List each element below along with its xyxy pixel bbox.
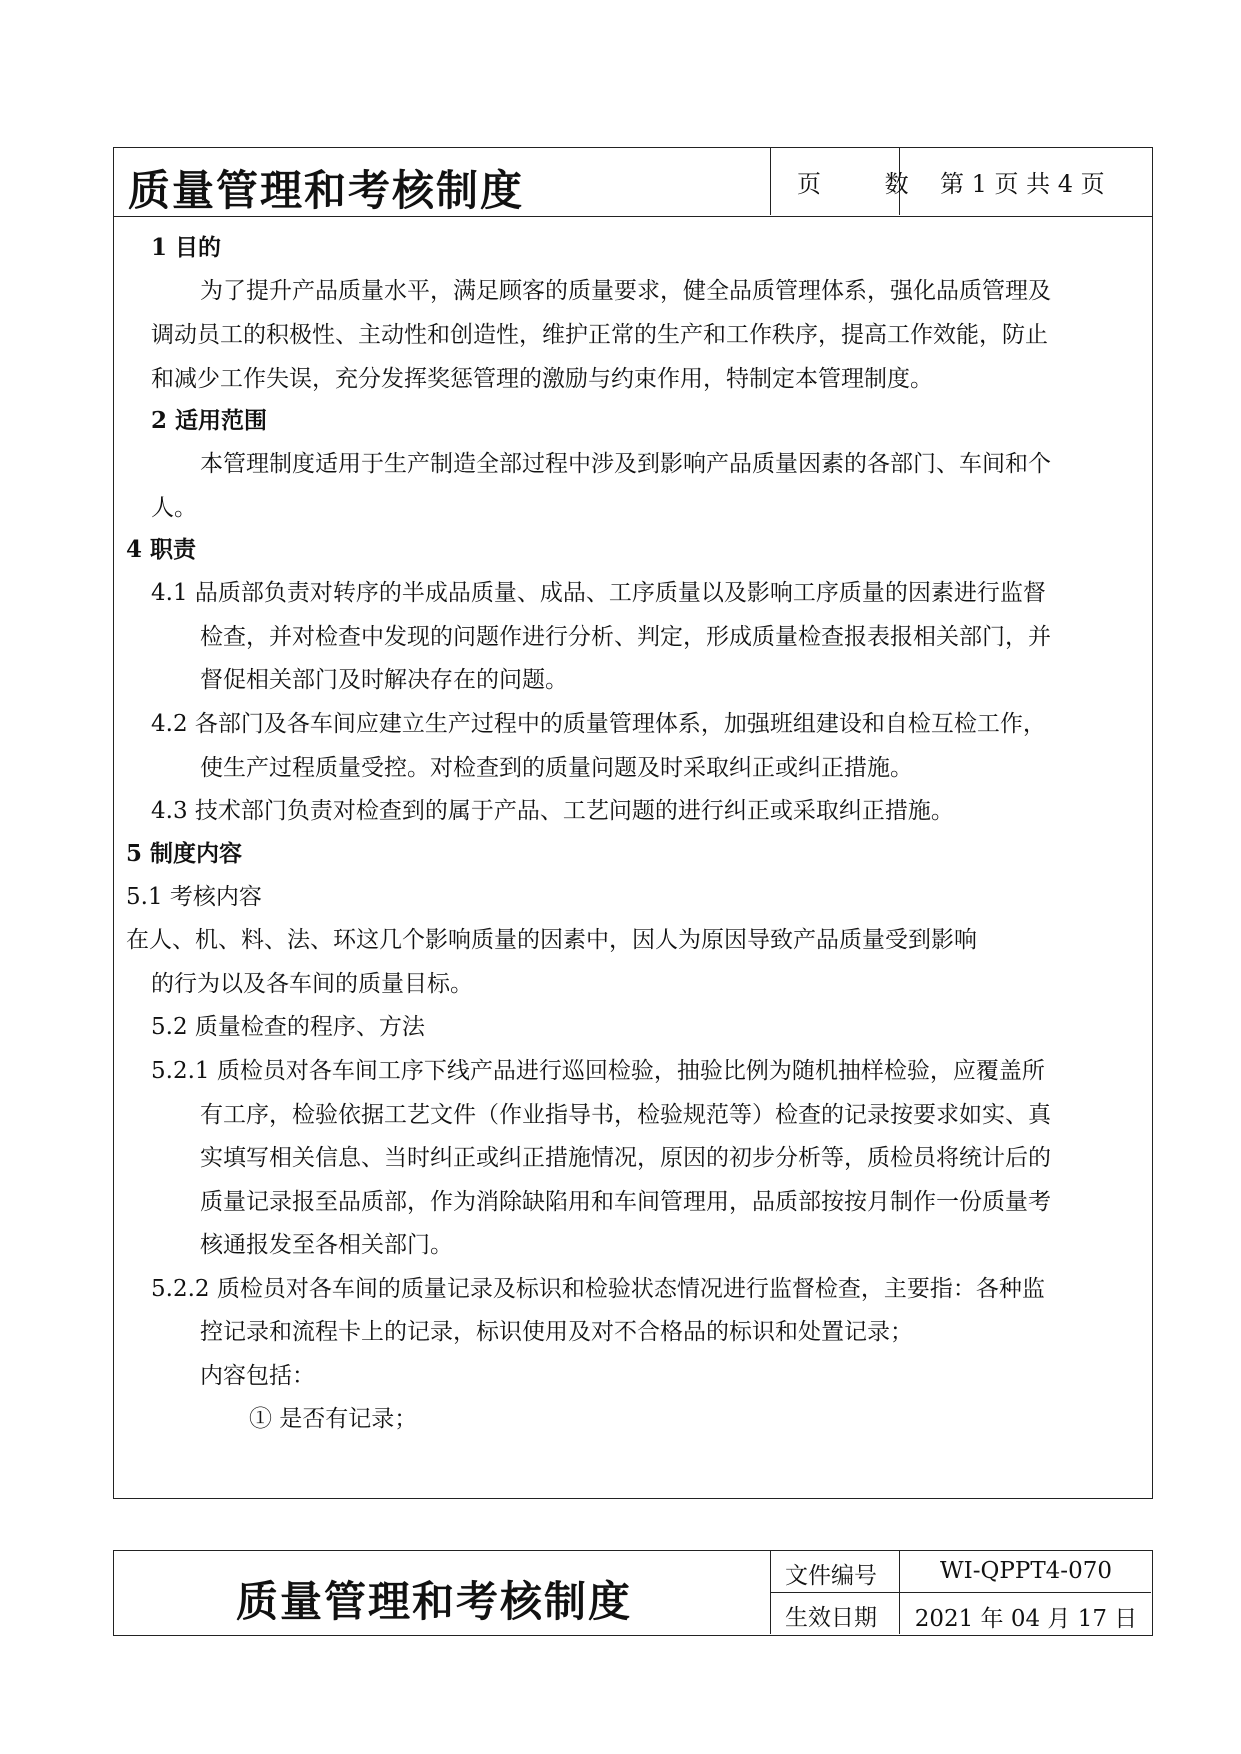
paragraph-line: 和减少工作失误，充分发挥奖惩管理的激励与约束作用，特制定本管理制度。 — [151, 366, 933, 392]
paragraph-line: 的行为以及各车间的质量目标。 — [151, 971, 473, 997]
section-heading: 1 目的 — [151, 234, 222, 261]
effective-date-label: 生效日期 — [785, 1605, 877, 1631]
header-title: 质量管理和考核制度 — [128, 166, 525, 215]
paragraph-line: 有工序，检验依据工艺文件（作业指导书，检验规范等）检查的记录按要求如实、真 — [200, 1102, 1051, 1128]
effective-date-value: 2021 年 04 月 17 日 — [914, 1606, 1138, 1632]
paragraph-line: 5.2.1 质检员对各车间工序下线产品进行巡回检验，抽验比例为随机抽样检验，应覆盖所 — [151, 1058, 1045, 1084]
paragraph-line: 使生产过程质量受控。对检查到的质量问题及时采取纠正或纠正措施。 — [200, 755, 913, 781]
section-heading: 5 制度内容 — [126, 840, 243, 867]
list-item: ① 是否有记录； — [249, 1406, 418, 1432]
paragraph-line: 本管理制度适用于生产制造全部过程中涉及到影响产品质量因素的各部门、车间和个 — [200, 451, 1051, 477]
document-footer — [113, 1550, 1153, 1636]
doc-number-label: 文件编号 — [785, 1563, 877, 1589]
paragraph-line: 在人、机、料、法、环这几个影响质量的因素中，因人为原因导致产品质量受到影响 — [126, 927, 977, 953]
paragraph-line: 人。 — [151, 495, 197, 521]
paragraph-line: 质量记录报至品质部，作为消除缺陷用和车间管理用，品质部按按月制作一份质量考 — [200, 1189, 1051, 1215]
subsection-heading: 5.1 考核内容 — [126, 884, 262, 910]
paragraph-line: 5.2.2 质检员对各车间的质量记录及标识和检验状态情况进行监督检查，主要指：各种监 — [151, 1276, 1045, 1302]
header-divider — [770, 148, 771, 215]
paragraph-line: 4.2 各部门及各车间应建立生产过程中的质量管理体系，加强班组建设和自检互检工作， — [151, 711, 1046, 737]
document-body — [113, 216, 1153, 1499]
paragraph-line: 督促相关部门及时解决存在的问题。 — [200, 667, 568, 693]
paragraph-line: 调动员工的积极性、主动性和创造性，维护正常的生产和工作秩序，提高工作效能，防止 — [151, 322, 1048, 348]
footer-divider — [770, 1592, 1151, 1593]
paragraph-line: 4.1 品质部负责对转序的半成品质量、成品、工序质量以及影响工序质量的因素进行监督 — [151, 580, 1046, 606]
section-heading: 2 适用范围 — [151, 407, 268, 434]
paragraph-line: 内容包括： — [200, 1363, 315, 1389]
paragraph-line: 检查，并对检查中发现的问题作进行分析、判定，形成质量检查报表报相关部门，并 — [200, 624, 1051, 650]
paragraph-line: 实填写相关信息、当时纠正或纠正措施情况，原因的初步分析等，质检员将统计后的 — [200, 1145, 1051, 1171]
paragraph-line: 为了提升产品质量水平，满足顾客的质量要求，健全品质管理体系，强化品质管理及 — [200, 278, 1051, 304]
paragraph-line: 控记录和流程卡上的记录，标识使用及对不合格品的标识和处置记录； — [200, 1319, 913, 1345]
subsection-heading: 5.2 质量检查的程序、方法 — [151, 1014, 425, 1040]
paragraph-line: 核通报发至各相关部门。 — [200, 1232, 453, 1258]
paragraph-line: 4.3 技术部门负责对检查到的属于产品、工艺问题的进行纠正或采取纠正措施。 — [151, 798, 954, 824]
document-header — [113, 147, 1153, 217]
footer-title: 质量管理和考核制度 — [236, 1577, 633, 1626]
section-heading: 4 职责 — [126, 536, 197, 563]
page-count-value: 第 1 页 共 4 页 — [940, 170, 1105, 198]
doc-number-value: WI-QPPT4-070 — [940, 1558, 1112, 1584]
page-count-label: 页 数 — [797, 170, 937, 198]
